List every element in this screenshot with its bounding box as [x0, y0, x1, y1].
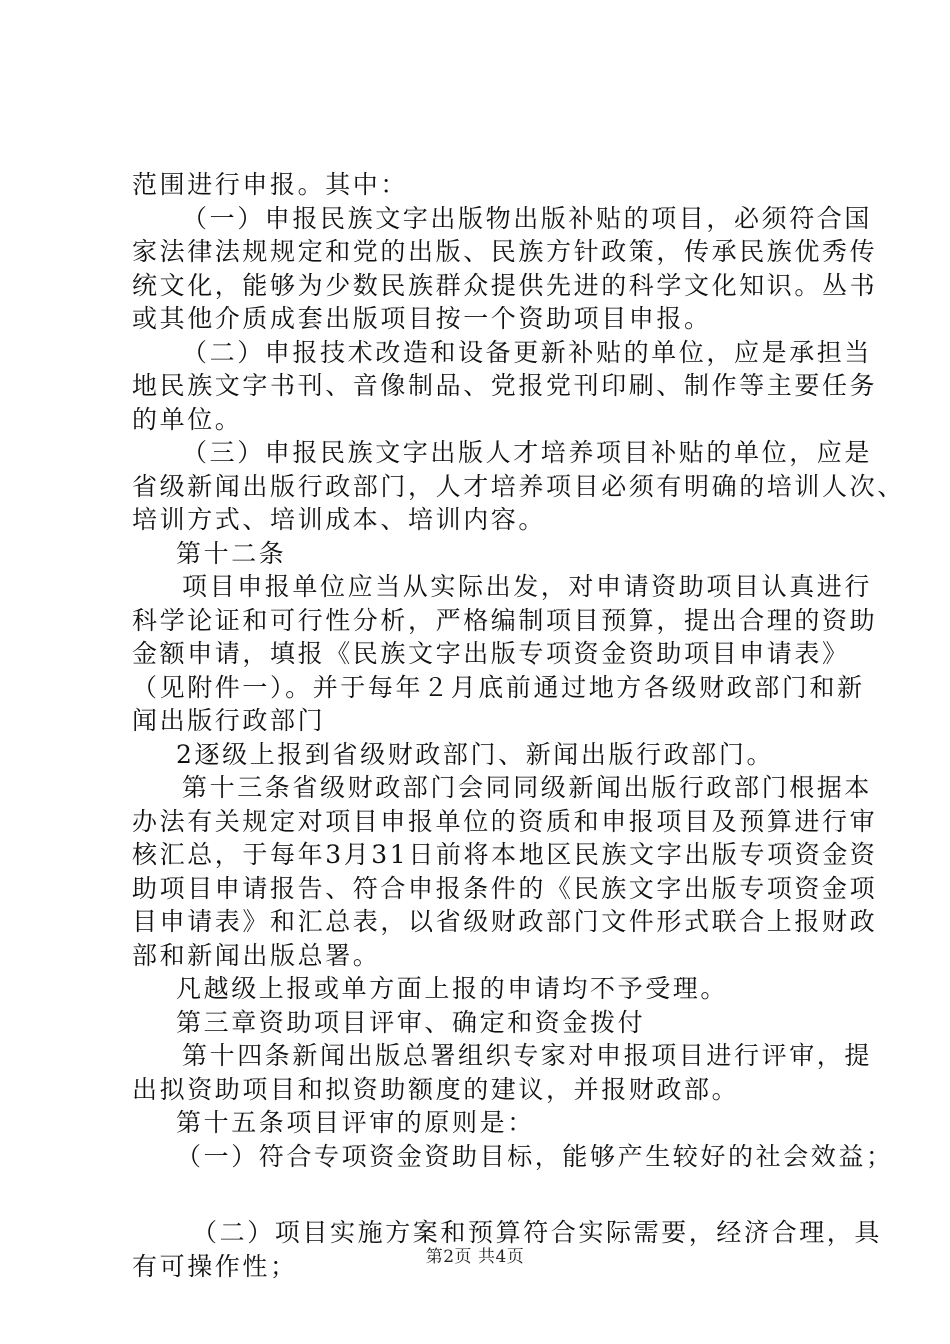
- text-line: 统文化，能够为少数民族群众提供先进的科学文化知识。丛书: [132, 270, 878, 300]
- text-line: 有可操作性；: [132, 1251, 298, 1281]
- text-line: （一）符合专项资金资助目标，能够产生较好的社会效益；: [176, 1141, 894, 1171]
- text-line: 出拟资助项目和拟资助额度的建议，并报财政部。: [132, 1074, 740, 1104]
- text-line: 的单位。: [132, 404, 243, 434]
- chapter-heading: 第三章资助项目评审、确定和资金拨付: [176, 1007, 646, 1037]
- text-line: （见附件一）。并于每年２月底前通过地方各级财政部门和新: [132, 672, 865, 702]
- page-footer: 第2页 共4页: [425, 1247, 525, 1267]
- article-heading: 第十五条项目评审的原则是：: [176, 1108, 535, 1137]
- text-line: （二）项目实施方案和预算符合实际需要，经济合理，具: [192, 1218, 883, 1247]
- text-line: 省级新闻出版行政部门，人才培养项目必须有明确的培训人次、: [132, 471, 905, 501]
- text-line: 2逐级上报到省级财政部门、新闻出版行政部门。: [176, 739, 775, 769]
- text-line: 培训方式、培训成本、培训内容。: [132, 505, 547, 534]
- article-heading: 第十二条: [176, 538, 287, 568]
- text-line: 助项目申请报告、符合申报条件的《民族文字出版专项资金项: [132, 873, 878, 903]
- document-body: [132, 168, 905, 1283]
- text-line: 项目申报单位应当从实际出发，对申请资助项目认真进行: [182, 572, 873, 601]
- text-line: （一）申报民族文字出版物出版补贴的项目，必须符合国: [182, 203, 873, 233]
- text-line: 第十三条省级财政部门会同同级新闻出版行政部门根据本: [182, 773, 873, 802]
- text-line: 闻出版行政部门: [132, 706, 326, 735]
- text-line: 第十四条新闻出版总署组织专家对申报项目进行评审，提: [182, 1041, 873, 1070]
- text-line: 家法律法规规定和党的出版、民族方针政策，传承民族优秀传: [132, 237, 878, 266]
- text-line: 地民族文字书刊、音像制品、党报党刊印刷、制作等主要任务: [132, 371, 878, 400]
- paragraph-gap: [132, 1173, 832, 1216]
- text-line: 范围进行申报。其中：: [132, 170, 409, 199]
- text-line: 核汇总，于每年3月31日前将本地区民族文字出版专项资金资: [132, 840, 878, 869]
- text-line: 办法有关规定对项目申报单位的资质和申报项目及预算进行审: [132, 806, 878, 836]
- text-line: （三）申报民族文字出版人才培养项目补贴的单位，应是: [182, 438, 873, 467]
- text-line: 科学论证和可行性分析，严格编制项目预算，提出合理的资助: [132, 605, 878, 635]
- text-line: 凡越级上报或单方面上报的申请均不予受理。: [176, 974, 729, 1003]
- text-line: 目申请表》和汇总表，以省级财政部门文件形式联合上报财政: [132, 907, 878, 936]
- text-line: 部和新闻出版总署。: [132, 940, 381, 970]
- text-line: 或其他介质成套出版项目按一个资助项目申报。: [132, 304, 712, 333]
- text-line: 金额申请，填报《民族文字出版专项资金资助项目申请表》: [132, 639, 850, 668]
- text-line: （二）申报技术改造和设备更新补贴的单位，应是承担当: [182, 337, 873, 367]
